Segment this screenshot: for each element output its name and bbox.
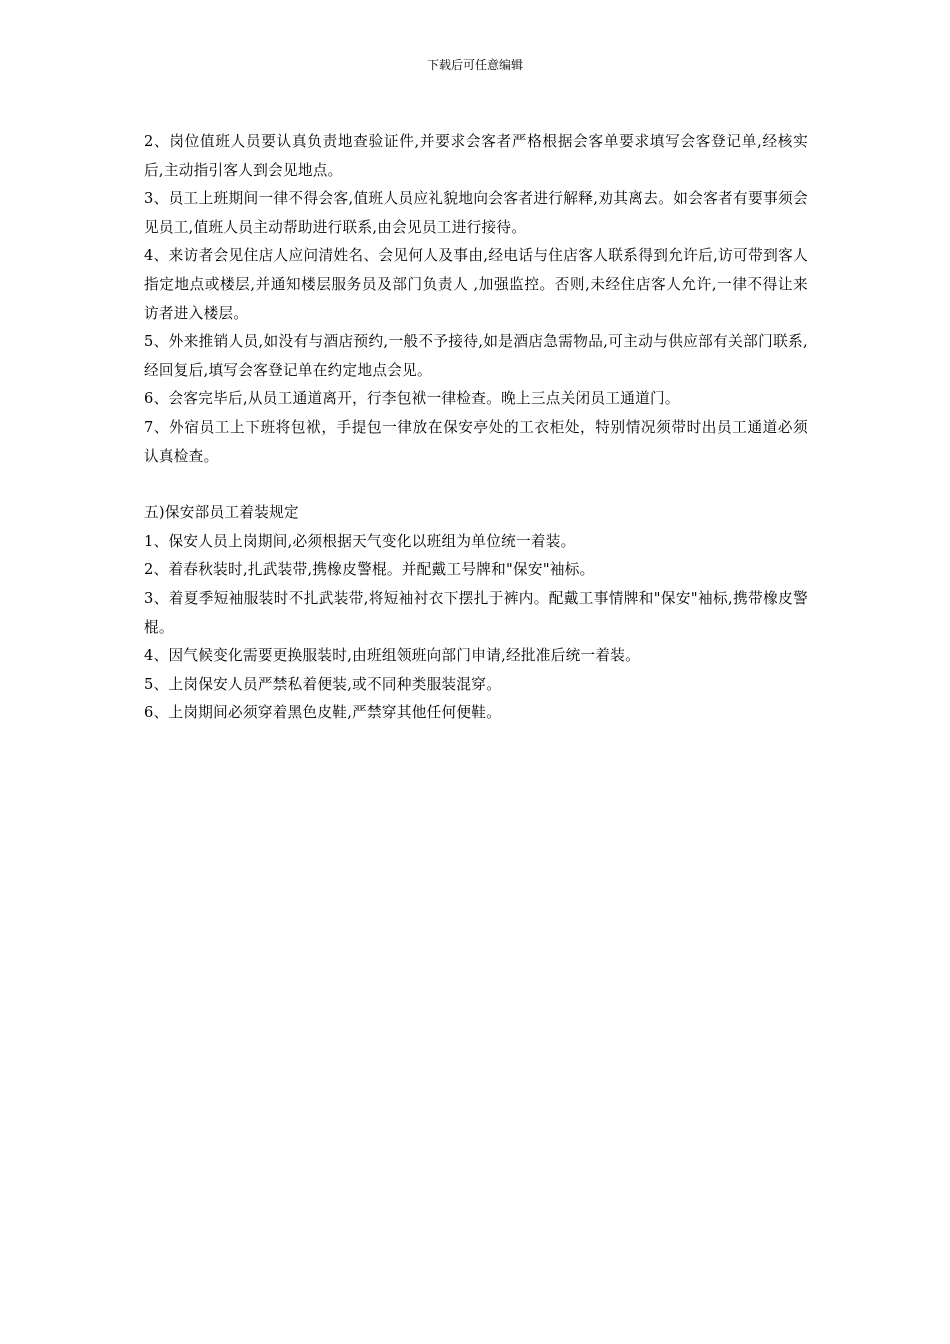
page-header: 下载后可任意编辑	[426, 58, 523, 72]
uniform-rule-1: 1、保安人员上岗期间,必须根据天气变化以班组为单位统一着装。	[144, 532, 576, 550]
uniform-rule-5: 5、上岗保安人员严禁私着便装,或不同种类服装混穿。	[144, 675, 502, 693]
visitor-rule-5: 5、外来推销人员,如没有与酒店预约,一般不予接待,如是酒店急需物品,可主动与供应部有关部门联系,经回复后,填写会客登记单在约定地点会见。	[144, 333, 808, 379]
visitor-rule-2: 2、岗位值班人员要认真负责地查验证件,并要求会客者严格根据会客单要求填写会客登记单,经核实后,主动指引客人到会见地点。	[144, 133, 808, 179]
uniform-rule-6: 6、上岗期间必须穿着黑色皮鞋,严禁穿其他任何便鞋。	[144, 704, 502, 722]
section-spacer	[144, 471, 808, 499]
document-body	[144, 128, 808, 728]
section-heading-uniform: 五)保安部员工着装规定	[144, 504, 299, 522]
visitor-rule-3: 3、员工上班期间一律不得会客,值班人员应礼貌地向会客者进行解释,劝其离去。如会客者有要事须会见员工,值班人员主动帮助进行联系,由会见员工进行接待。	[144, 190, 808, 236]
visitor-rule-6: 6、会客完毕后,从员工通道离开，行李包袱一律检查。晚上三点关闭员工通道门。	[144, 390, 680, 408]
visitor-rule-7: 7、外宿员工上下班将包袱，手提包一律放在保安亭处的工衣柜处，特别情况须带时出员工通道必须认真检查。	[144, 418, 808, 465]
uniform-rule-4: 4、因气候变化需要更换服装时,由班组领班向部门申请,经批准后统一着装。	[144, 647, 641, 665]
uniform-rule-3: 3、着夏季短袖服装时不扎武装带,将短袖衬衣下摆扎于裤内。配戴工事情牌和"保安"袖标,携带橡皮警棍。	[144, 589, 808, 636]
uniform-rule-2: 2、着春秋装时,扎武装带,携橡皮警棍。并配戴工号牌和"保安"袖标。	[144, 561, 595, 579]
visitor-rule-4: 4、来访者会见住店人应问清姓名、会见何人及事由,经电话与住店客人联系得到允许后,访可带到客人指定地点或楼层,并通知楼层服务员及部门负责人 ,加强监控。否则,未经住店客人允许,一律不得让来访者进入楼层。	[144, 247, 808, 322]
